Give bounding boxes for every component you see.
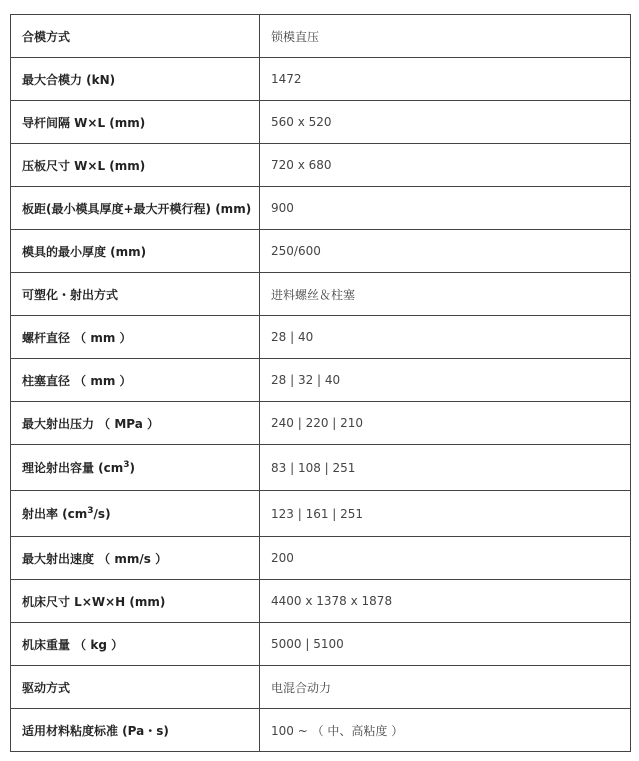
table-row [11,187,631,230]
row-value: 123 | 161 | 251 [260,491,631,537]
row-value: 28 | 32 | 40 [260,359,631,402]
spec-table-body [11,15,631,752]
row-value: 240 | 220 | 210 [260,402,631,445]
table-row [11,491,631,537]
row-value: 5000 | 5100 [260,623,631,666]
row-label: 机床尺寸 L×W×H (mm) [11,580,260,623]
row-label [11,491,260,537]
table-row [11,15,631,58]
row-value: 100 ~ （ 中、高粘度 ） [260,709,631,752]
row-label: 最大射出压力 （ MPa ） [11,402,260,445]
row-label: 压板尺寸 W×L (mm) [11,144,260,187]
row-value: 进料螺丝＆柱塞 [260,273,631,316]
row-value: 560 x 520 [260,101,631,144]
table-row [11,144,631,187]
row-label: 适用材料粘度标准 (Pa・s) [11,709,260,752]
table-row [11,273,631,316]
row-value: 4400 x 1378 x 1878 [260,580,631,623]
table-row [11,359,631,402]
row-value: 1472 [260,58,631,101]
table-row [11,402,631,445]
table-row [11,623,631,666]
row-value: 200 [260,537,631,580]
row-label-text: 射出率 (cm [22,507,88,521]
table-row [11,666,631,709]
row-value: 83 | 108 | 251 [260,445,631,491]
table-row [11,537,631,580]
spec-table [10,14,631,752]
superscript-exponent: 3 [123,460,130,470]
row-label-suffix: /s) [93,507,111,521]
row-label: 驱动方式 [11,666,260,709]
row-label: 可塑化・射出方式 [11,273,260,316]
table-row [11,58,631,101]
row-label: 板距(最小模具厚度+最大开模行程) (mm) [11,187,260,230]
row-label: 螺杆直径 （ mm ） [11,316,260,359]
superscript-exponent: 3 [87,506,94,516]
table-row [11,445,631,491]
row-label: 导杆间隔 W×L (mm) [11,101,260,144]
row-label-text: 理论射出容量 (cm [22,461,124,475]
table-row [11,709,631,752]
row-value: 电混合动力 [260,666,631,709]
row-label: 最大合模力 (kN) [11,58,260,101]
row-value: 720 x 680 [260,144,631,187]
table-row [11,101,631,144]
table-row [11,580,631,623]
row-label [11,445,260,491]
row-value: 250/600 [260,230,631,273]
row-value: 锁模直压 [260,15,631,58]
table-row [11,316,631,359]
row-label: 模具的最小厚度 (mm) [11,230,260,273]
row-label-suffix: ) [129,461,136,475]
row-value: 28 | 40 [260,316,631,359]
row-label: 合模方式 [11,15,260,58]
table-row [11,230,631,273]
row-value: 900 [260,187,631,230]
row-label: 柱塞直径 （ mm ） [11,359,260,402]
row-label: 机床重量 （ kg ） [11,623,260,666]
row-label: 最大射出速度 （ mm/s ） [11,537,260,580]
